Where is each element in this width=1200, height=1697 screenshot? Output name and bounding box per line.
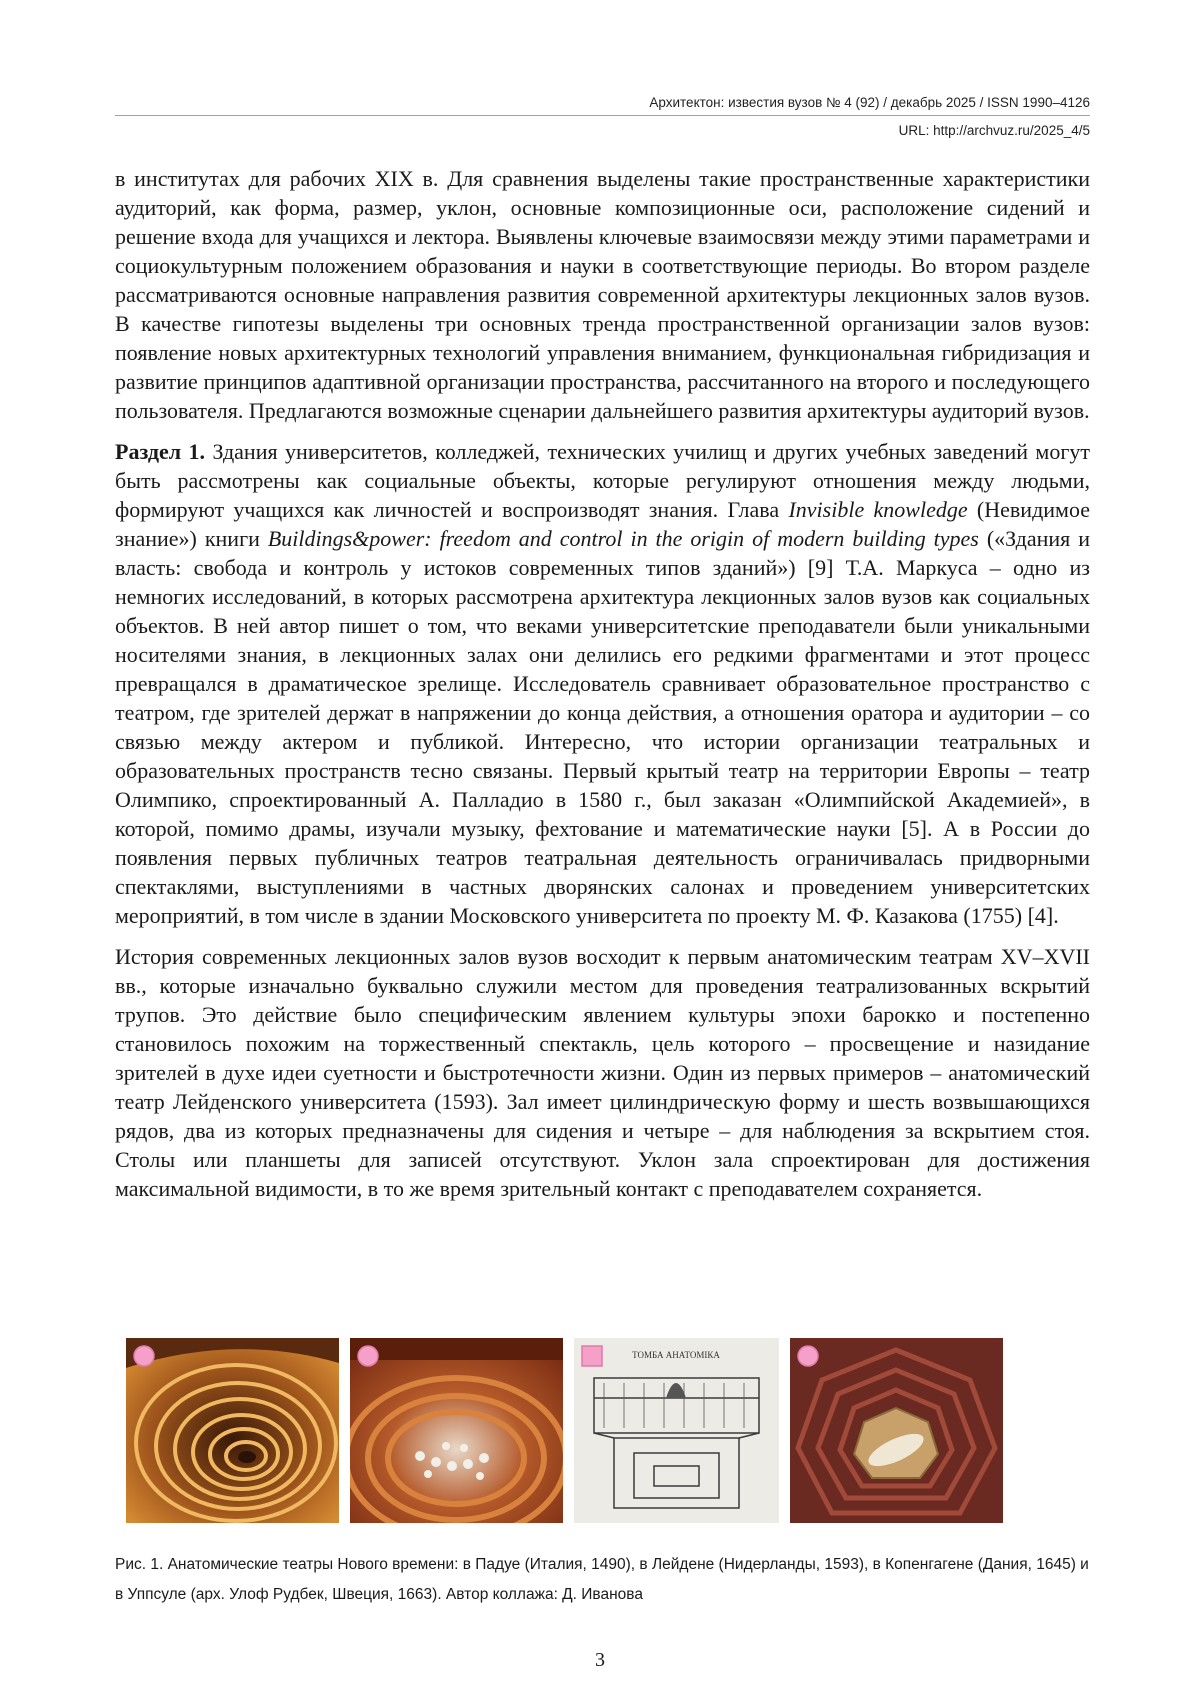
header-divider — [115, 115, 1090, 116]
paragraph-2: Раздел 1. Здания университетов, колледжей, технических училищ и других учебных заведений могут быть рассмотрены как социальные объекты, которые регулируют отношения между людьми, формируют учащихся как личностей и воспроизводят знания. Глава Invisible knowledge (Невидимое знание») книги Buildings&power: freedom and control in the origin of modern building types («Здания и власть: свобода и контроль у истоков современных типов зданий») [9] Т.А. Маркуса – одно из немногих исследований, в которых рассмотрена архитектура лекционных залов вузов как социальных объектов. В ней автор пишет о том, что веками университетские преподаватели были уникальными носителями знания, в лекционных залах они делились его редкими фрагментами и этот процесс превращался в драматическое зрелище. Исследователь сравнивает образовательное пространство с театром, где зрителей держат в напряжении до конца действия, а отношения оратора и аудитории – со связью между актером и публикой. Интересно, что истории организации театральных и образовательных пространств тесно связаны. Первый крытый театр на территории Европы – театр Олимпико, спроектированный А. Палладио в 1580 г., был заказан «Олимпийской Академией», в которой, помимо драмы, изучали музыку, фехтование и математические науки [5]. А в России до появления первых публичных театров театральная деятельность ограничивалась придворными спектаклями, выступлениями в частных дворянских салонах и проведением университетских мероприятий, в том числе в здании Московского университета по проекту М. Ф. Казакова (1755) [4]. — [115, 439, 1090, 928]
book-chapter-title: Invisible knowledge — [788, 497, 968, 522]
figure-collage — [126, 1338, 1090, 1523]
figure-caption: Рис. 1. Анатомические театры Нового времени: в Падуе (Италия, 1490), в Лейдене (Нидерланды, 1593), в Копенгагене (Дания, 1645) и в Уппсуле (арх. Улоф Рудбек, Швеция, 1663). Автор коллажа: Д. Иванова — [115, 1556, 1089, 1603]
article-url: URL: http://archvuz.ru/2025_4/5 — [898, 123, 1090, 138]
engraving-title: ТОМБА АНАТОМІКА — [632, 1350, 720, 1360]
journal-info: Архитектон: известия вузов № 4 (92) / декабрь 2025 / ISSN 1990–4126 — [649, 95, 1090, 110]
paragraph-1: в институтах для рабочих XIX в. Для сравнения выделены такие пространственные характеристики аудиторий, как форма, размер, уклон, основные композиционные оси, расположение сидений и решение входа для учащихся и лектора. Выявлены ключевые взаимосвязи между этими параметрами и социокультурным положением образования и науки в соответствующие периоды. Во втором разделе рассматриваются основные направления развития современной архитектуры лекционных залов вузов. В качестве гипотезы выделены три основных тренда пространственной организации залов вузов: появление новых архитектурных технологий управления вниманием, функциональная гибридизация и развитие принципов адаптивной организации пространства, рассчитанного на второго и последующего пользователя. Предлагаются возможные сценарии дальнейшего развития архитектуры аудиторий вузов. — [115, 166, 1090, 423]
book-title: Buildings&power: freedom and control in the origin of modern building types — [267, 526, 979, 551]
running-header — [115, 94, 1090, 140]
leiden-theatre-image — [350, 1338, 563, 1523]
copenhagen-engraving-image — [574, 1338, 779, 1523]
section-label: Раздел 1. — [115, 439, 206, 464]
circle-marker-icon — [356, 1344, 380, 1368]
page-number: 3 — [595, 1649, 605, 1671]
square-marker-icon — [580, 1344, 604, 1368]
padua-theatre-image — [126, 1338, 339, 1523]
uppsala-theatre-image — [790, 1338, 1003, 1523]
circle-marker-icon — [132, 1344, 156, 1368]
paragraph-3: История современных лекционных залов вузов восходит к первым анатомическим театрам XV–XVII вв., которые изначально буквально служили местом для проведения театрализованных вскрытий трупов. Это действие было специфическим явлением культуры эпохи барокко и постепенно становилось похожим на торжественный спектакль, цель которого – просвещение и назидание зрителей в духе идеи суетности и быстротечности жизни. Один из первых примеров – анатомический театр Лейденского университета (1593). Зал имеет цилиндрическую форму и шесть возвышающихся рядов, два из которых предназначены для сидения и четыре – для наблюдения за вскрытием стоя. Столы или планшеты для записей отсутствуют. Уклон зала спроектирован для достижения максимальной видимости, в то же время зрительный контакт с преподавателем сохраняется. — [115, 944, 1090, 1201]
article-body — [115, 164, 1090, 1215]
circle-marker-icon — [796, 1344, 820, 1368]
